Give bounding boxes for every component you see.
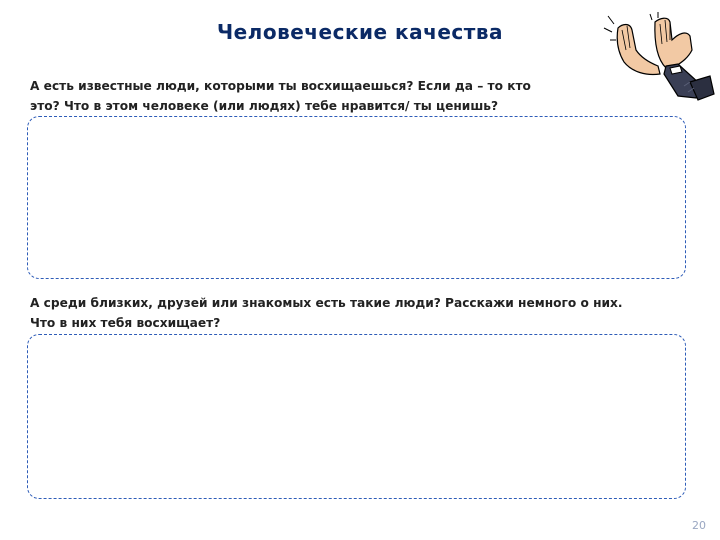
slide-title: Человеческие качества <box>216 20 504 44</box>
answer-box-famous-people[interactable] <box>27 116 686 279</box>
answer-box-close-people[interactable] <box>27 334 686 499</box>
page-number: 20 <box>692 519 706 532</box>
question-famous-people: А есть известные люди, которыми ты восхищаешься? Если да – то кто это? Что в этом человеке (или людях) тебе нравится/ ты ценишь? <box>30 79 531 113</box>
question-close-people: А среди близких, друзей или знакомых есть такие люди? Расскажи немного о них. Что в них тебя восхищает? <box>30 296 623 330</box>
